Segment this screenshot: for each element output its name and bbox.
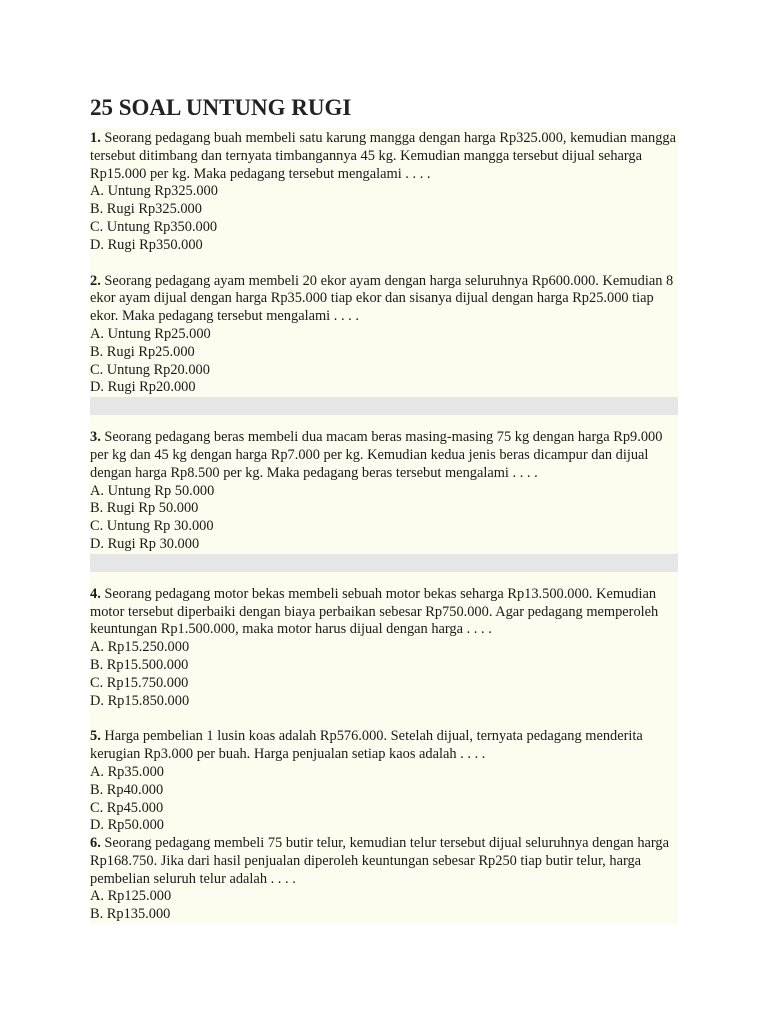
option-a: A. Untung Rp 50.000 — [90, 482, 215, 499]
separator-bar — [90, 397, 678, 415]
question-5 — [90, 728, 678, 764]
option-b: B. Rp15.500.000 — [90, 656, 189, 673]
option-b: B. Rp40.000 — [90, 781, 164, 798]
question-number: 2. — [90, 272, 101, 289]
spacer — [90, 255, 678, 273]
option-d: D. Rugi Rp 30.000 — [90, 535, 200, 552]
question-1 — [90, 130, 678, 183]
question-block-3 — [90, 427, 678, 554]
question-list — [90, 128, 678, 924]
option-a: A. Rp35.000 — [90, 763, 164, 780]
separator-bar — [90, 554, 678, 572]
option-a: A. Untung Rp325.000 — [90, 183, 218, 200]
option-d: D. Rugi Rp350.000 — [90, 236, 203, 253]
question-3 — [90, 429, 678, 482]
question-number: 1. — [90, 130, 101, 146]
question-text: Seorang pedagang beras membeli dua macam beras masing-masing 75 kg dengan harga Rp9.000 per kg dan 45 kg dengan harga Rp7.000 per kg. Kemudian kedua jenis beras dicampur dan dijual dengan harga Rp8.500 per kg. Maka pedagang beras tersebut mengalami . . . . — [90, 429, 663, 481]
question-text: Seorang pedagang membeli 75 butir telur, kemudian telur tersebut dijual seluruhnya dengan harga Rp168.750. Jika dari hasil penjualan diperoleh keuntungan sebesar Rp250 tiap butir telur, harga pembelian seluruh telur adalah . . . . — [90, 835, 670, 887]
question-number: 5. — [90, 728, 101, 745]
question-number: 3. — [90, 429, 101, 446]
question-number: 6. — [90, 835, 101, 852]
option-a: A. Rp125.000 — [90, 888, 172, 905]
option-c: C. Untung Rp20.000 — [90, 361, 210, 378]
question-2 — [90, 273, 678, 326]
option-b: B. Rugi Rp325.000 — [90, 201, 202, 218]
spacer — [90, 572, 678, 584]
option-d: D. Rp50.000 — [90, 817, 164, 834]
question-6 — [90, 835, 678, 888]
question-number: 4. — [90, 585, 101, 602]
option-d: D. Rp15.850.000 — [90, 692, 190, 709]
option-d: D. Rugi Rp20.000 — [90, 379, 196, 396]
question-text: Seorang pedagang motor bekas membeli sebuah motor bekas seharga Rp13.500.000. Kemudian motor tersebut diperbaiki dengan biaya perbaikan sebesar Rp750.000. Agar pedagang memperoleh keuntungan Rp1.500.000, maka motor harus dijual dengan harga . . . . — [90, 585, 659, 638]
spacer — [90, 415, 678, 427]
option-c: C. Untung Rp 30.000 — [90, 518, 214, 535]
option-a: A. Rp15.250.000 — [90, 639, 190, 656]
question-text: Seorang pedagang buah membeli satu karung mangga dengan harga Rp325.000, kemudian mangga tersebut ditimbang dan ternyata timbangannya 45 kg. Kemudian mangga tersebut dijual seharga Rp15.000 per kg. Maka pedagang tersebut mengalami . . . . — [90, 130, 677, 182]
question-block-1-2 — [90, 128, 678, 397]
option-b: B. Rugi Rp 50.000 — [90, 500, 199, 517]
question-text: Harga pembelian 1 lusin koas adalah Rp576.000. Setelah dijual, ternyata pedagang menderita kerugian Rp3.000 per buah. Harga penjualan setiap kaos adalah . . . . — [90, 728, 643, 763]
option-b: B. Rugi Rp25.000 — [90, 343, 195, 360]
option-c: C. Untung Rp350.000 — [90, 218, 218, 235]
question-block-4-6 — [90, 584, 678, 924]
option-c: C. Rp15.750.000 — [90, 674, 189, 691]
spacer — [90, 710, 678, 728]
question-4 — [90, 586, 678, 639]
option-b: B. Rp135.000 — [90, 906, 171, 923]
question-text: Seorang pedagang ayam membeli 20 ekor ayam dengan harga seluruhnya Rp600.000. Kemudian 8 ekor ayam dijual dengan harga Rp35.000 tiap ekor dan sisanya dijual dengan harga Rp25.000 tiap ekor. Maka pedagang tersebut mengalami . . . . — [90, 272, 674, 325]
option-a: A. Untung Rp25.000 — [90, 325, 211, 342]
option-c: C. Rp45.000 — [90, 799, 164, 816]
page-title: 25 SOAL UNTUNG RUGI — [90, 95, 352, 120]
